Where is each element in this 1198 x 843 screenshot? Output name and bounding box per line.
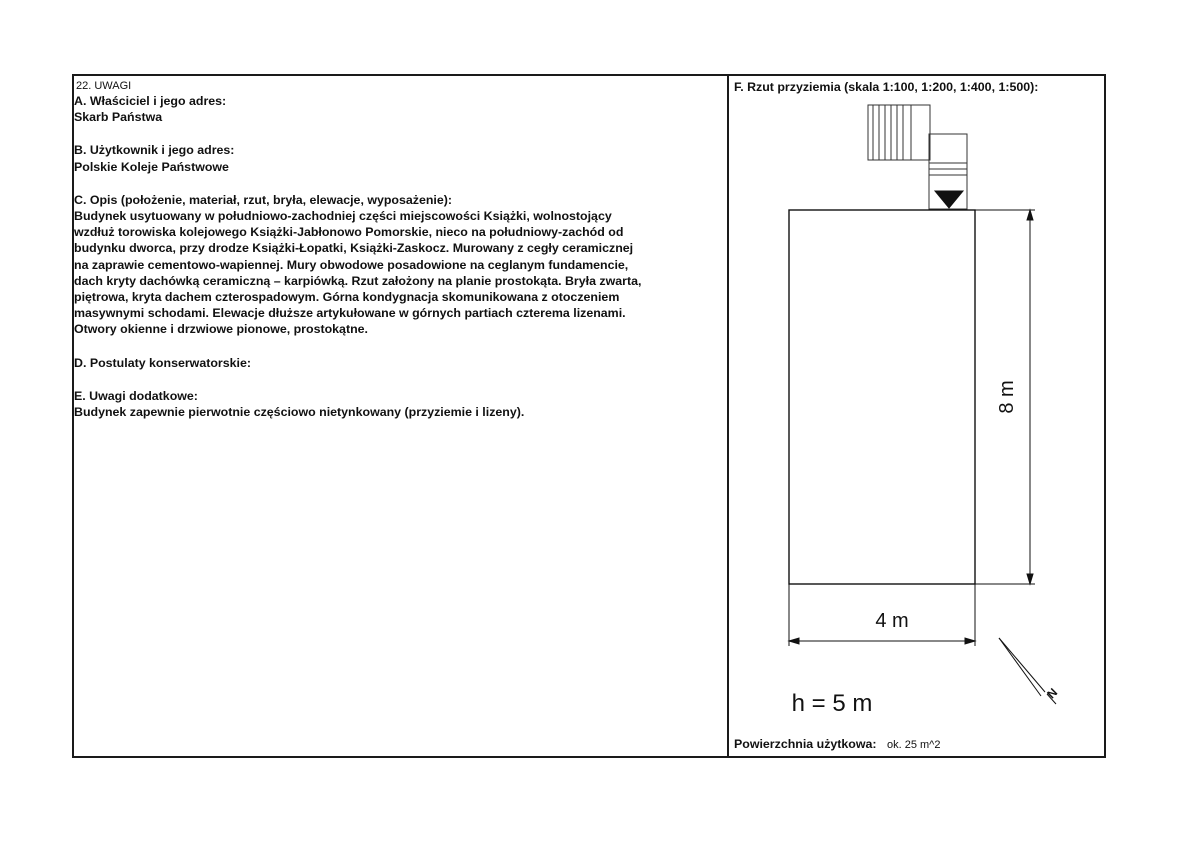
width-label: 4 m (875, 610, 909, 632)
user-value: Polskie Koleje Państwowe (74, 159, 229, 174)
additional-remarks-heading: E. Uwagi dodatkowe: (74, 388, 198, 403)
owner-heading: A. Właściciel i jego adres: (74, 94, 227, 108)
floor-plan-title: F. Rzut przyziemia (skala 1:100, 1:200, 1:400, 1:500): (734, 80, 1039, 94)
description-line: dach kryty dachówką ceramiczną – karpiówką. Rzut założony na planie prostokąta. Bryła zwarta, (74, 273, 642, 288)
conservation-heading: D. Postulaty konserwatorskie: (74, 355, 251, 370)
description-line: budynku dworca, przy drodze Książki-Łopatki, Książki-Zaskocz. Murowany z cegły ceramicznej (74, 241, 634, 256)
description-line: na zaprawie cementowo-wapiennej. Mury obwodowe posadowione na ceglanym fundamencie, (74, 257, 629, 272)
usable-area-label: Powierzchnia użytkowa: (734, 737, 877, 751)
description-line: masywnymi schodami. Elewacje dłuższe artykułowane w górnych partiach czterema lizenami. (74, 306, 626, 321)
floor-plan-drawing (729, 96, 1089, 736)
description-line: wzdłuż torowiska kolejowego Książki-Jabłonowo Pomorskie, nieco na południowy-zachód od (74, 225, 624, 240)
height-label: h = 5 m (791, 690, 873, 717)
usable-area (734, 735, 940, 753)
north-label: N (1044, 685, 1061, 702)
description-line: Budynek usytuowany w południowo-zachodniej części miejscowości Książki, wolnostojący (74, 209, 612, 224)
section-number: 22. UWAGI (76, 80, 132, 92)
building-outline (789, 210, 975, 584)
additional-remarks-value: Budynek zapewnie pierwotnie częściowo nietynkowany (przyziemie i lizeny). (74, 405, 525, 420)
owner-value: Skarb Państwa (74, 110, 163, 125)
remarks-section (74, 80, 724, 420)
length-label: 8 m (996, 380, 1018, 414)
usable-area-value: ok. 25 m^2 (886, 739, 941, 751)
user-heading: B. Użytkownik i jego adres: (74, 143, 235, 158)
stairs-outline (868, 105, 930, 160)
description-line: Otwory okienne i drzwiowe pionowe, prostokątne. (74, 322, 368, 337)
entrance-arrow (935, 191, 963, 208)
stairs (868, 105, 967, 209)
description-heading: C. Opis (położenie, materiał, rzut, bryła, elewacje, wyposażenie): (74, 192, 453, 207)
description-line: piętrowa, kryta dachem czterospadowym. Górna kondygnacja skomunikowana z otoczeniem (74, 290, 620, 305)
